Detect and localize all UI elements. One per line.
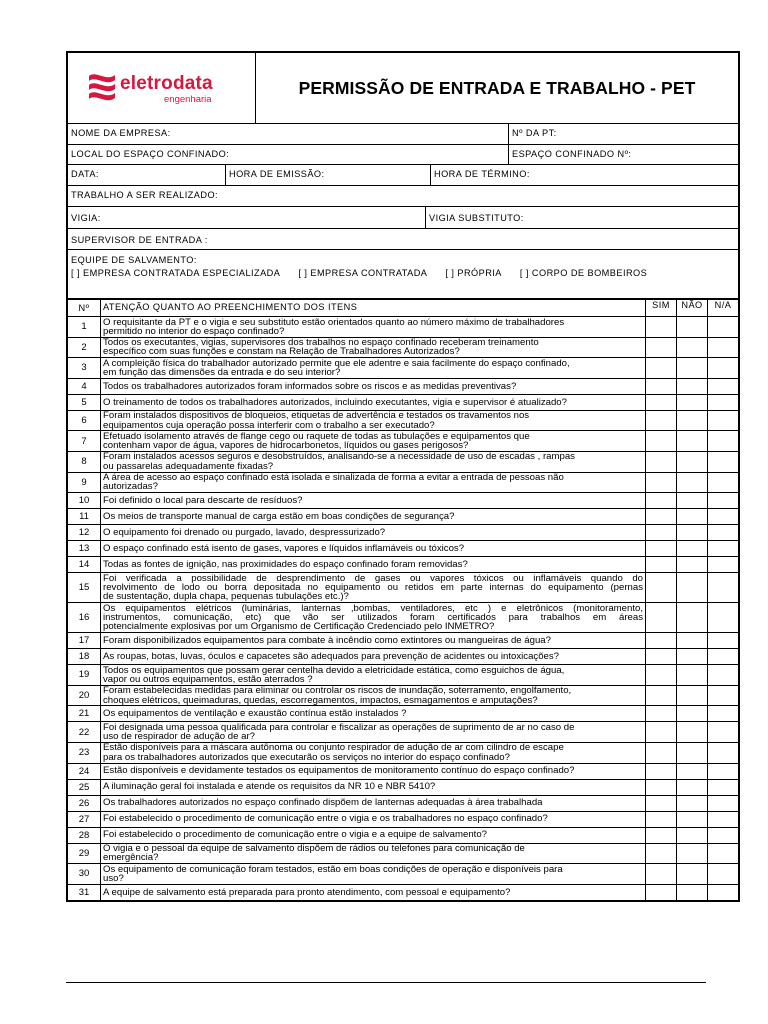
item-question xyxy=(101,795,646,811)
item-number: 5 xyxy=(68,394,101,410)
item-number: 25 xyxy=(68,779,101,795)
checkbox-sim[interactable] xyxy=(646,827,677,843)
checkbox-na[interactable] xyxy=(708,493,739,509)
checkbox-nao[interactable] xyxy=(677,742,708,763)
header-itens: ATENÇÃO QUANTO AO PREENCHIMENTO DOS ITENS xyxy=(101,300,646,317)
checkbox-na[interactable] xyxy=(708,843,739,864)
checkbox-na[interactable] xyxy=(708,685,739,706)
checkbox-sim[interactable] xyxy=(646,603,677,633)
item-question xyxy=(101,827,646,843)
item-number: 22 xyxy=(68,722,101,743)
checkbox-nao[interactable] xyxy=(677,557,708,573)
item-number: 6 xyxy=(68,410,101,431)
checkbox-nao[interactable] xyxy=(677,706,708,722)
checkbox-na[interactable] xyxy=(708,378,739,394)
checkbox-na[interactable] xyxy=(708,779,739,795)
item-question-line: ou passarelas adequadamente fixadas? xyxy=(103,460,274,472)
field-hora-termino[interactable]: HORA DE TÉRMINO: xyxy=(430,165,738,185)
checkbox-sim[interactable] xyxy=(646,317,677,338)
table-row xyxy=(68,706,738,722)
checkbox-nao[interactable] xyxy=(677,317,708,338)
checkbox-na[interactable] xyxy=(708,525,739,541)
item-number: 30 xyxy=(68,864,101,885)
item-question xyxy=(101,649,646,665)
table-row xyxy=(68,603,738,633)
table-row xyxy=(68,509,738,525)
checkbox-sim[interactable] xyxy=(646,573,677,603)
checkbox-nao[interactable] xyxy=(677,864,708,885)
checkbox-sim[interactable] xyxy=(646,722,677,743)
table-row xyxy=(68,525,738,541)
checkbox-nao[interactable] xyxy=(677,541,708,557)
item-question-line: A compleição física do trabalhador autorizado permite que ele adentre e saia facilmente do espaço confinado, xyxy=(103,357,570,369)
item-question xyxy=(101,685,646,706)
item-question xyxy=(101,493,646,509)
checkbox-na[interactable] xyxy=(708,706,739,722)
checkbox-sim[interactable] xyxy=(646,541,677,557)
item-question-line: equipamentos cuja operação possa interferir com o trabalho a ser executado? xyxy=(103,419,435,431)
field-hora-emissao[interactable]: HORA DE EMISSÃO: xyxy=(225,165,430,185)
table-row xyxy=(68,742,738,763)
checkbox-nao[interactable] xyxy=(677,378,708,394)
checkbox-sim[interactable] xyxy=(646,685,677,706)
checkbox-na[interactable] xyxy=(708,410,739,431)
table-row xyxy=(68,763,738,779)
field-espaco-numero[interactable]: ESPAÇO CONFINADO Nº: xyxy=(508,145,738,164)
checkbox-sim[interactable] xyxy=(646,394,677,410)
item-question-line: Os trabalhadores autorizados no espaço confinado dispõem de lanternas adequadas à área trabalhada xyxy=(103,797,543,809)
checkbox-na[interactable] xyxy=(708,742,739,763)
item-question-line: O treinamento de todos os trabalhadores autorizados, incluindo executantes, vigia e supervisor é atualizado? xyxy=(103,396,567,408)
checkbox-na[interactable] xyxy=(708,317,739,338)
brand-name: eletrodata xyxy=(120,73,213,94)
equipe-salvamento xyxy=(68,250,738,299)
checkbox-sim[interactable] xyxy=(646,525,677,541)
checkbox-na[interactable] xyxy=(708,864,739,885)
item-question-line: de sustentação, dupla chapa, pequenas tubulações etc.)? xyxy=(103,591,349,603)
item-question-line: Foi estabelecido o procedimento de comunicação entre o vigia e a equipe de salvamento? xyxy=(103,829,487,841)
table-row xyxy=(68,795,738,811)
item-question xyxy=(101,633,646,649)
table-row xyxy=(68,573,738,603)
checkbox-sim[interactable] xyxy=(646,557,677,573)
item-number: 15 xyxy=(68,573,101,603)
checkbox-nao[interactable] xyxy=(677,394,708,410)
checkbox-na[interactable] xyxy=(708,633,739,649)
item-question-line: instrumentos, comunicação, etc) que vão ser utilizados foram certificados para trabalhos em áreas xyxy=(103,612,643,623)
checkbox-na[interactable] xyxy=(708,431,739,452)
table-row xyxy=(68,358,738,379)
table-row xyxy=(68,410,738,431)
table-row xyxy=(68,557,738,573)
table-row xyxy=(68,633,738,649)
item-question-line: Todos os executantes, vigias, supervisores dos trabalhos no espaço confinado receberam treinamento xyxy=(103,337,539,349)
row-data-horas xyxy=(68,165,738,186)
item-number: 1 xyxy=(68,317,101,338)
checkbox-na[interactable] xyxy=(708,763,739,779)
item-question-line: Estão disponíveis e devidamente testados os equipamentos de monitoramento contínuo do espaço confinado? xyxy=(103,765,575,777)
checkbox-sim[interactable] xyxy=(646,378,677,394)
item-question-line: vapor ou outros equipamentos, estão aterrados ? xyxy=(103,673,313,685)
item-number: 16 xyxy=(68,603,101,633)
field-empresa[interactable]: NOME DA EMPRESA: xyxy=(71,128,171,138)
pet-form xyxy=(66,51,740,902)
item-question xyxy=(101,509,646,525)
item-number: 13 xyxy=(68,541,101,557)
checkbox-nao[interactable] xyxy=(677,665,708,686)
item-question-line: Os equipamento de comunicação foram testados, estão em boas condições de operação e disponíveis para xyxy=(103,863,563,875)
option-propria[interactable]: [ ] PRÓPRIA xyxy=(445,268,502,278)
item-question-line: Todos os trabalhadores autorizados foram informados sobre os riscos e as medidas preventivas? xyxy=(103,380,517,392)
header-na: N/A xyxy=(708,300,739,317)
checkbox-nao[interactable] xyxy=(677,573,708,603)
item-question-line: Os meios de transporte manual de carga estão em boas condições de segurança? xyxy=(103,511,455,522)
item-question-line: Todas as fontes de ignição, nas proximidades do espaço confinado foram removidas? xyxy=(103,559,468,570)
item-number: 3 xyxy=(68,358,101,379)
item-question-line: contenham vapor de água, vapores de hidrocarbonetos, líquidos ou gases perigosos? xyxy=(103,440,469,452)
checkbox-na[interactable] xyxy=(708,573,739,603)
table-row xyxy=(68,431,738,452)
item-question-line: Foi verificada a possibilidade de desprendimento de gases ou vapores tóxicos ou inflamáveis quando do xyxy=(103,572,643,584)
checkbox-nao[interactable] xyxy=(677,649,708,665)
option-empresa-especializada[interactable]: [ ] EMPRESA CONTRATADA ESPECIALIZADA xyxy=(71,268,281,278)
checklist-table xyxy=(68,299,738,900)
checkbox-nao[interactable] xyxy=(677,795,708,811)
checkbox-nao[interactable] xyxy=(677,493,708,509)
checkbox-na[interactable] xyxy=(708,358,739,379)
item-question xyxy=(101,811,646,827)
item-question-line: Os equipamentos de ventilação e exaustão contínua estão instalados ? xyxy=(103,708,407,720)
item-question-line: Foram disponibilizados equipamentos para combate à incêndio como extintores ou mangueiras de água? xyxy=(103,635,551,646)
item-number: 17 xyxy=(68,633,101,649)
checkbox-nao[interactable] xyxy=(677,451,708,472)
table-row xyxy=(68,317,738,338)
checkbox-sim[interactable] xyxy=(646,795,677,811)
table-row xyxy=(68,779,738,795)
checkbox-sim[interactable] xyxy=(646,431,677,452)
item-number: 20 xyxy=(68,685,101,706)
checkbox-na[interactable] xyxy=(708,827,739,843)
checkbox-na[interactable] xyxy=(708,884,739,900)
checkbox-na[interactable] xyxy=(708,509,739,525)
item-question xyxy=(101,722,646,743)
eletrodata-logo-icon xyxy=(86,70,118,104)
field-vigia[interactable]: VIGIA: xyxy=(71,213,101,223)
checkbox-nao[interactable] xyxy=(677,337,708,358)
checkbox-na[interactable] xyxy=(708,722,739,743)
item-number: 14 xyxy=(68,557,101,573)
checkbox-nao[interactable] xyxy=(677,722,708,743)
item-number: 2 xyxy=(68,337,101,358)
table-row xyxy=(68,864,738,885)
checkbox-sim[interactable] xyxy=(646,706,677,722)
form-title: PERMISSÃO DE ENTRADA E TRABALHO - PET xyxy=(298,77,696,98)
checkbox-na[interactable] xyxy=(708,541,739,557)
checkbox-nao[interactable] xyxy=(677,431,708,452)
table-row xyxy=(68,378,738,394)
checkbox-sim[interactable] xyxy=(646,779,677,795)
item-question-line: Os equipamentos elétricos (luminárias, lanternas ,bombas, ventiladores, etc ) e eletrônicos (monitoramento, xyxy=(103,602,643,614)
item-question xyxy=(101,603,646,633)
row-vigia xyxy=(68,207,738,229)
item-number: 4 xyxy=(68,378,101,394)
item-question xyxy=(101,317,646,338)
item-question-line: uso? xyxy=(103,872,124,884)
item-question-line: permitido no interior do espaço confinado? xyxy=(103,325,285,337)
item-question xyxy=(101,706,646,722)
item-question-line: A equipe de salvamento está preparada para pronto atendimento, com pessoal e equipamento? xyxy=(103,886,511,898)
header-sim: SIM xyxy=(646,300,677,317)
checkbox-sim[interactable] xyxy=(646,763,677,779)
checkbox-sim[interactable] xyxy=(646,493,677,509)
item-number: 23 xyxy=(68,742,101,763)
equipe-label: EQUIPE DE SALVAMENTO: xyxy=(71,255,197,265)
checkbox-sim[interactable] xyxy=(646,843,677,864)
row-supervisor xyxy=(68,229,738,250)
table-row xyxy=(68,722,738,743)
table-row xyxy=(68,884,738,900)
table-row xyxy=(68,337,738,358)
checkbox-nao[interactable] xyxy=(677,525,708,541)
item-question-line: para os trabalhadores autorizados que executarão os serviços no interior do espaço confinado? xyxy=(103,751,510,763)
option-corpo-bombeiros[interactable]: [ ] CORPO DE BOMBEIROS xyxy=(519,268,648,278)
checkbox-sim[interactable] xyxy=(646,811,677,827)
item-question-line: O espaço confinado está isento de gases, vapores e líquidos inflamáveis ou tóxicos? xyxy=(103,543,465,554)
item-question-line: potencialmente explosivas por um Organismo de Certificação Credenciado pelo INMETRO? xyxy=(103,621,495,633)
field-numero-pt[interactable]: Nº DA PT: xyxy=(508,124,738,144)
checkbox-nao[interactable] xyxy=(677,509,708,525)
checkbox-nao[interactable] xyxy=(677,827,708,843)
item-number: 7 xyxy=(68,431,101,452)
item-question xyxy=(101,431,646,452)
item-question-line: O equipamento foi drenado ou purgado, lavado, despressurizado? xyxy=(103,527,386,538)
checkbox-nao[interactable] xyxy=(677,779,708,795)
item-question-line: As roupas, botas, luvas, óculos e capacetes são adequados para prevenção de acidentes ou intoxicações? xyxy=(103,651,560,662)
item-question-line: A área de acesso ao espaço confinado está isolada e sinalizada de forma a evitar a entrada de pessoas não xyxy=(103,472,564,484)
form-header xyxy=(68,53,738,124)
item-question-line: emergência? xyxy=(103,852,159,864)
item-number: 8 xyxy=(68,451,101,472)
checkbox-na[interactable] xyxy=(708,665,739,686)
item-question xyxy=(101,337,646,358)
table-row xyxy=(68,541,738,557)
item-question-line: Estão disponíveis para a máscara autônoma ou conjunto respirador de adução de ar com cilindro de escape xyxy=(103,742,564,754)
item-question-line: O vigia e o pessoal da equipe de salvamento dispõem de rádios ou telefones para comunicação de xyxy=(103,843,525,855)
checkbox-sim[interactable] xyxy=(646,509,677,525)
item-number: 10 xyxy=(68,493,101,509)
checkbox-nao[interactable] xyxy=(677,603,708,633)
item-number: 9 xyxy=(68,472,101,493)
checkbox-sim[interactable] xyxy=(646,633,677,649)
checkbox-nao[interactable] xyxy=(677,633,708,649)
field-data[interactable]: DATA: xyxy=(71,169,99,179)
item-number: 29 xyxy=(68,843,101,864)
checkbox-sim[interactable] xyxy=(646,649,677,665)
checkbox-nao[interactable] xyxy=(677,410,708,431)
item-question xyxy=(101,557,646,573)
item-number: 21 xyxy=(68,706,101,722)
item-question-line: revolvimento de lodo ou borra depositada no equipamento ou retidos em parte internas do equipamento (pernas xyxy=(103,582,643,593)
item-question-line: Foi definido o local para descarte de resíduos? xyxy=(103,495,303,506)
item-number: 12 xyxy=(68,525,101,541)
item-question xyxy=(101,410,646,431)
checkbox-nao[interactable] xyxy=(677,685,708,706)
table-row xyxy=(68,649,738,665)
item-question xyxy=(101,541,646,557)
item-number: 19 xyxy=(68,665,101,686)
checkbox-na[interactable] xyxy=(708,451,739,472)
item-number: 24 xyxy=(68,763,101,779)
item-question-line: autorizadas? xyxy=(103,481,158,493)
equipe-options xyxy=(71,268,738,278)
item-question-line: Efetuado isolamento através de flange cego ou raquete de todas as tubulações e equipamentos que xyxy=(103,430,530,442)
field-local[interactable]: LOCAL DO ESPAÇO CONFINADO: xyxy=(71,149,230,159)
checkbox-sim[interactable] xyxy=(646,884,677,900)
item-question xyxy=(101,763,646,779)
row-empresa xyxy=(68,124,738,145)
logo-cell xyxy=(68,53,256,123)
checkbox-na[interactable] xyxy=(708,394,739,410)
row-local xyxy=(68,145,738,165)
row-trabalho xyxy=(68,186,738,207)
table-row xyxy=(68,811,738,827)
item-question xyxy=(101,358,646,379)
item-question xyxy=(101,884,646,900)
field-vigia-substituto[interactable]: VIGIA SUBSTITUTO: xyxy=(425,207,738,228)
table-row xyxy=(68,451,738,472)
item-question-line: Foram instalados acessos seguros e desobstruídos, analisando-se a necessidade de uso de escadas , rampas xyxy=(103,451,575,463)
table-row xyxy=(68,493,738,509)
item-question xyxy=(101,472,646,493)
checkbox-na[interactable] xyxy=(708,472,739,493)
item-number: 31 xyxy=(68,884,101,900)
item-question-line: em função das dimensões da entrada e do seu interior? xyxy=(103,366,341,378)
item-question xyxy=(101,378,646,394)
item-question-line: A iluminação geral foi instalada e atende os requisitos da NR 10 e NBR 5410? xyxy=(103,781,436,793)
checkbox-sim[interactable] xyxy=(646,742,677,763)
checkbox-na[interactable] xyxy=(708,337,739,358)
checkbox-nao[interactable] xyxy=(677,811,708,827)
item-question-line: Foram estabelecidas medidas para eliminar ou controlar os riscos de inundação, soterramento, engolfamento, xyxy=(103,685,572,697)
checkbox-na[interactable] xyxy=(708,557,739,573)
item-question xyxy=(101,742,646,763)
checkbox-na[interactable] xyxy=(708,603,739,633)
item-number: 11 xyxy=(68,509,101,525)
checkbox-nao[interactable] xyxy=(677,884,708,900)
header-numero: Nº xyxy=(68,300,101,317)
table-row xyxy=(68,472,738,493)
item-number: 26 xyxy=(68,795,101,811)
checkbox-sim[interactable] xyxy=(646,665,677,686)
checkbox-nao[interactable] xyxy=(677,472,708,493)
table-row xyxy=(68,843,738,864)
item-question xyxy=(101,451,646,472)
table-row xyxy=(68,394,738,410)
item-question-line: específico com suas funções e constam na Relação de Trabalhadores Autorizados? xyxy=(103,346,460,358)
table-row xyxy=(68,665,738,686)
item-question xyxy=(101,573,646,603)
option-empresa-contratada[interactable]: [ ] EMPRESA CONTRATADA xyxy=(298,268,428,278)
checkbox-sim[interactable] xyxy=(646,410,677,431)
checkbox-nao[interactable] xyxy=(677,843,708,864)
item-question xyxy=(101,394,646,410)
checkbox-nao[interactable] xyxy=(677,358,708,379)
checkbox-sim[interactable] xyxy=(646,337,677,358)
item-question-line: choques elétricos, queimaduras, quedas, escorregamentos, impactos, esmagamentos e amputações? xyxy=(103,694,538,706)
item-question xyxy=(101,665,646,686)
checkbox-sim[interactable] xyxy=(646,864,677,885)
checkbox-na[interactable] xyxy=(708,649,739,665)
item-question xyxy=(101,525,646,541)
item-question-line: uso de respirador de adução de ar? xyxy=(103,731,256,743)
item-number: 18 xyxy=(68,649,101,665)
item-question-line: Todos os equipamentos que possam gerar centelha devido a eletricidade estática, como esguichos de água, xyxy=(103,664,565,676)
checkbox-sim[interactable] xyxy=(646,472,677,493)
item-number: 27 xyxy=(68,811,101,827)
item-question xyxy=(101,843,646,864)
table-row xyxy=(68,685,738,706)
item-question-line: O requisitante da PT e o vigia e seu substituto estão orientados quanto ao número máximo de trabalhadores xyxy=(103,316,565,328)
item-question xyxy=(101,779,646,795)
item-question-line: Foram instalados dispositivos de bloqueios, etiquetas de advertência e testados os travamentos nos xyxy=(103,410,530,422)
item-number: 28 xyxy=(68,827,101,843)
checkbox-sim[interactable] xyxy=(646,358,677,379)
checkbox-nao[interactable] xyxy=(677,763,708,779)
field-trabalho[interactable]: TRABALHO A SER REALIZADO: xyxy=(71,190,219,200)
footer-line xyxy=(66,982,706,983)
checkbox-na[interactable] xyxy=(708,795,739,811)
table-row xyxy=(68,827,738,843)
checkbox-sim[interactable] xyxy=(646,451,677,472)
brand-subtitle: engenharia xyxy=(164,94,212,105)
field-supervisor[interactable]: SUPERVISOR DE ENTRADA : xyxy=(71,235,208,245)
header-nao: NÃO xyxy=(677,300,708,317)
checkbox-na[interactable] xyxy=(708,811,739,827)
item-question-line: Foi estabelecido o procedimento de comunicação entre o vigia e os trabalhadores no espaço confinado? xyxy=(103,813,548,825)
item-question xyxy=(101,864,646,885)
item-question-line: Foi designada uma pessoa qualificada para controlar e fiscalizar as operações de suprimento de ar no caso de xyxy=(103,721,575,733)
